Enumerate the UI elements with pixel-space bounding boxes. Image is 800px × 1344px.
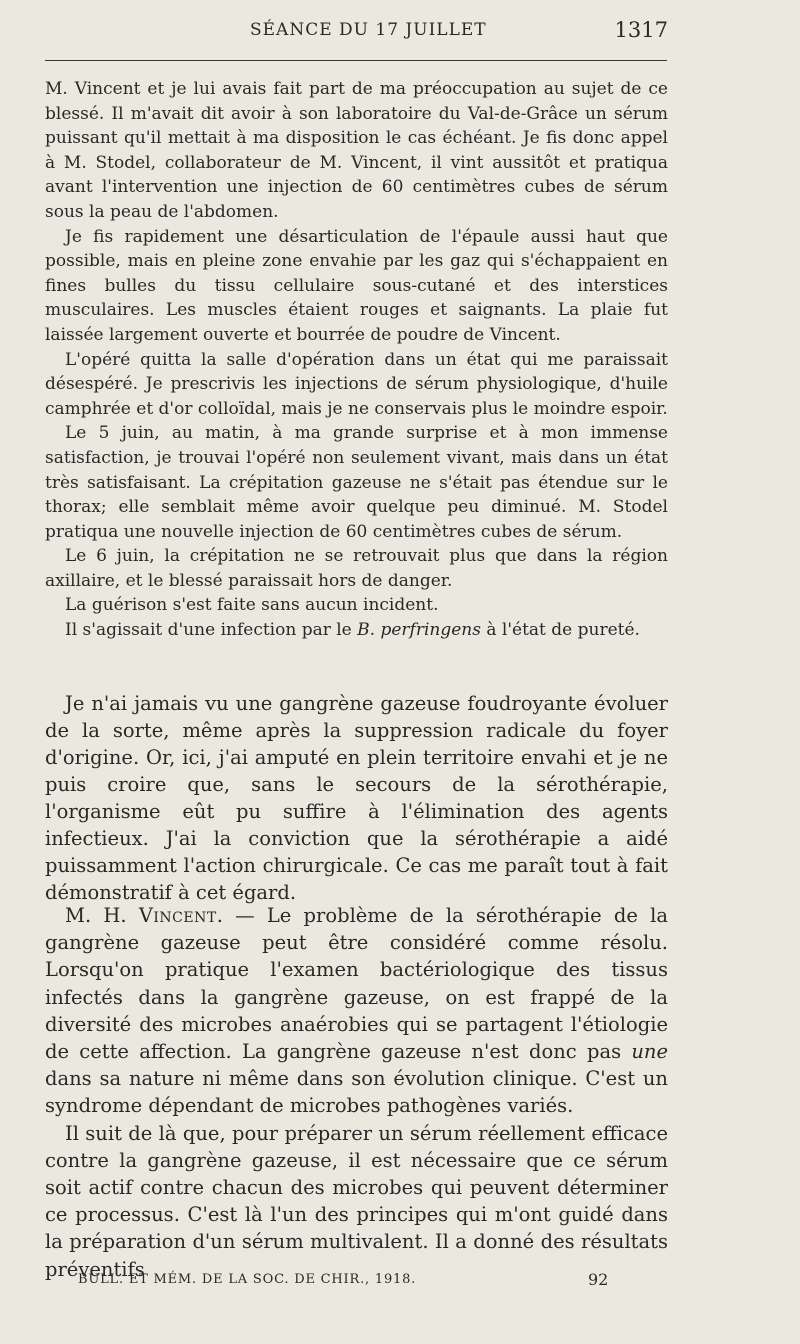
case-report [45, 77, 668, 643]
page-footer [0, 1268, 800, 1294]
speaker-prefix: M. H. [65, 904, 139, 927]
case-paragraph: Le 5 juin, au matin, à ma grande surprise et à mon immense satisfaction, je trouvai l'opéré non seulement vivant, mais dans un état très satisfaisant. La crépitation gazeuse ne s'était pas étendue sur le thorax; elle semblait même avoir quelque peu diminué. M. Stodel pratiqua une nouvelle injection de 60 centimètres cubes de sérum. [45, 423, 668, 542]
vincent-discussion [45, 902, 668, 1283]
case-conclusion [45, 618, 668, 643]
case-paragraph: L'opéré quitta la salle d'opération dans un état qui me paraissait désespéré. Je prescrivis les injections de sérum physiologique, d'huile camphrée et d'or colloïdal, mais je ne conservais plus le moindre espoir. [45, 349, 668, 419]
running-title: SÉANCE DU 17 JUILLET [250, 20, 487, 40]
case-paragraph: M. Vincent et je lui avais fait part de ma préoccupation au sujet de ce blessé. Il m'avait dit avoir à son laboratoire du Val-de-Grâce un sérum puissant qu'il mettait à ma disposition le cas échéant. Je fis donc appel à M. Stodel, collaborateur de M. Vincent, il vint aussitôt et pratiqua avant l'intervention une injection de 60 centimètres cubes de sérum sous la peau de l'abdomen. [45, 79, 668, 222]
case-paragraph: Le 6 juin, la crépitation ne se retrouvait plus que dans la région axillaire, et le blessé paraissait hors de danger. [45, 546, 668, 591]
author-comment [45, 690, 668, 906]
vincent-paragraph: Il suit de là que, pour préparer un sérum réellement efficace contre la gangrène gazeuse, il est nécessaire que ce sérum soit actif contre chacun des microbes qui peuvent déterminer ce processus. C'est là l'un des principes qui m'ont guidé dans la préparation d'un sérum multivalent. Il a donné des résultats préventifs [45, 1121, 668, 1281]
page-number: 1317 [614, 18, 668, 42]
header-rule [45, 60, 667, 61]
vincent-paragraph [45, 902, 668, 1120]
speaker-name: Vincent [138, 904, 217, 927]
vincent-text-end: dans sa nature ni même dans son évolution clinique. C'est un syndrome dépendant de microbes pathogènes variés. [45, 1067, 668, 1118]
case-paragraph: La guérison s'est faite sans aucun incident. [65, 595, 439, 616]
comment-paragraph: Je n'ai jamais vu une gangrène gazeuse foudroyante évoluer de la sorte, même après la suppression radicale du foyer d'origine. Or, ici, j'ai amputé en plein territoire envahi et je ne puis croire que, sans le secours de la sérothérapie, l'organisme eût pu suffire à l'élimination des agents infectieux. J'ai la conviction que la sérothérapie a aidé puissamment l'action chirurgicale. Ce cas me paraît tout à fait démonstratif à cet égard. [45, 692, 668, 904]
vincent-text: . — Le problème de la sérothérapie de la gangrène gazeuse peut être considéré comme résolu. Lorsqu'on pratique l'examen bactériologique des tissus infectés dans la gangrène gazeuse, on est frappé de la diversité des microbes anaérobies qui se partagent l'étiologie de cette affection. La gangrène gazeuse n'est donc pas [45, 904, 668, 1064]
signature-mark: 92 [588, 1270, 609, 1289]
conclusion-suffix: à l'état de pureté. [480, 620, 640, 641]
running-head [0, 18, 800, 46]
conclusion-prefix: Il s'agissait d'une infection par le [65, 620, 358, 641]
case-paragraph: Je fis rapidement une désarticulation de l'épaule aussi haut que possible, mais en pleine zone envahie par les gaz qui s'échappaient en fines bulles du tissu cellulaire sous-cutané et des interstices musculaires. Les muscles étaient rouges et saignants. La plaie fut laissée largement ouverte et bourrée de poudre de Vincent. [45, 226, 668, 345]
journal-citation: BULL. ET MÉM. DE LA SOC. DE CHIR., 1918. [78, 1272, 417, 1287]
emphasis-word: une [631, 1040, 668, 1064]
bacterium-name: B. perfringens [357, 620, 481, 641]
